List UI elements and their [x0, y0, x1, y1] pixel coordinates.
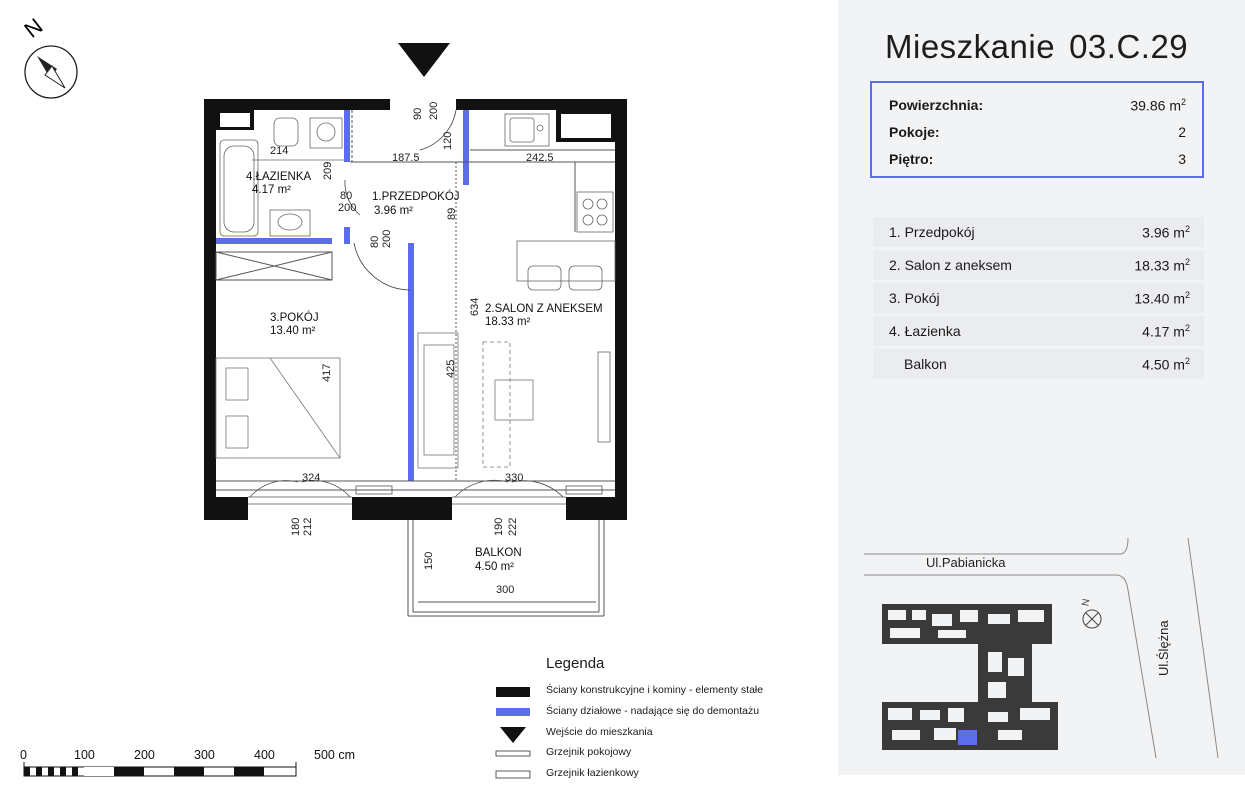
- dim-label: 324: [302, 472, 321, 484]
- room-area-wrap: [1134, 290, 1190, 307]
- legend-bathroom-radiator: Grzejnik łazienkowy: [546, 767, 639, 779]
- site-map: [838, 530, 1245, 775]
- dim-label: 150: [423, 551, 435, 570]
- unit-superscript: 2: [1184, 257, 1190, 267]
- room-area-wrap: [1142, 224, 1190, 241]
- scale-bar: [24, 762, 296, 776]
- room-name: Balkon: [904, 356, 947, 372]
- interior-lines: [216, 107, 615, 490]
- hall-area-label: 3.96 m²: [374, 205, 413, 217]
- area-value: 39.86 m: [1130, 97, 1181, 114]
- dim-label: 200: [338, 202, 357, 214]
- room-list-item: [873, 217, 1204, 247]
- rooms-value: 2: [1178, 124, 1186, 140]
- dim-label: 300: [496, 584, 515, 596]
- site-compass-icon: [1080, 598, 1101, 628]
- legend-room-radiator: Grzejnik pokojowy: [546, 746, 632, 758]
- rooms-row: [889, 124, 1186, 144]
- legend-title: Legenda: [546, 655, 605, 672]
- dim-label: 425: [445, 359, 457, 378]
- dim-label: 222: [507, 517, 519, 536]
- apartment-label: Mieszkanie: [885, 28, 1056, 65]
- kitchen-fixtures: [505, 114, 615, 442]
- dim-label: 634: [469, 297, 481, 316]
- salon-name-label: 2.SALON Z ANEKSEM: [485, 303, 603, 315]
- floor-value: 3: [1178, 151, 1186, 167]
- dim-label: 200: [381, 229, 393, 248]
- street-slezna-label: Ul.Ślężna: [1156, 620, 1171, 676]
- unit-superscript: 2: [1180, 97, 1186, 107]
- floor-row: [889, 151, 1186, 171]
- room-area-wrap: [1134, 257, 1190, 274]
- dim-label: 120: [442, 131, 454, 150]
- room-area: 3.96 m: [1142, 224, 1185, 241]
- summary-box: [870, 81, 1204, 178]
- dim-label: 180: [290, 517, 302, 536]
- hall-name-label: 1.PRZEDPOKÓJ: [372, 191, 460, 203]
- floor-label: Piętro:: [889, 151, 934, 167]
- unit-superscript: 2: [1184, 356, 1190, 366]
- bath-area-label: 4.17 m²: [252, 184, 291, 196]
- unit-superscript: 2: [1184, 224, 1190, 234]
- street-pabianicka-label: Ul.Pabianicka: [926, 555, 1006, 570]
- area-value-wrap: [1130, 97, 1186, 114]
- room-area: 13.40 m: [1134, 290, 1185, 307]
- area-row: [889, 97, 1186, 117]
- dim-label: 90: [412, 107, 424, 120]
- legend-swatches: [496, 687, 530, 778]
- unit-superscript: 2: [1184, 323, 1190, 333]
- room-name: 4. Łazienka: [889, 323, 961, 339]
- dim-label: 89: [446, 207, 458, 220]
- room-name: 2. Salon z aneksem: [889, 257, 1012, 273]
- apartment-location-marker: [958, 730, 977, 745]
- apartment-title: [885, 28, 1188, 66]
- dim-label: 330: [505, 472, 524, 484]
- room-area: 4.17 m: [1142, 323, 1185, 340]
- legend-partition-walls: Ściany działowe - nadające się do demontażu: [546, 705, 760, 717]
- scale-tick-label: 100: [74, 748, 95, 762]
- scale-tick-label: 400: [254, 748, 275, 762]
- legend-entrance: Wejście do mieszkania: [546, 726, 653, 738]
- dim-label: 242.5: [526, 152, 554, 164]
- room-list-item: [873, 250, 1204, 280]
- furniture: [216, 333, 533, 468]
- room-name: 3. Pokój: [889, 290, 940, 306]
- room-name: 1. Przedpokój: [889, 224, 975, 240]
- bath-name-label: 4.ŁAZIENKA: [246, 171, 312, 183]
- room-area-wrap: [1142, 356, 1190, 373]
- rooms-label: Pokoje:: [889, 124, 940, 140]
- room-area: 18.33 m: [1134, 257, 1185, 274]
- apartment-code: 03.C.29: [1069, 28, 1189, 65]
- dim-label: 214: [270, 145, 289, 157]
- room-area-label: 13.40 m²: [270, 325, 316, 337]
- balcony-name-label: BALKON: [475, 547, 522, 559]
- dim-label: 80: [369, 235, 381, 248]
- room-name-label: 3.POKÓJ: [270, 312, 319, 324]
- dim-label: 200: [428, 101, 440, 120]
- scale-tick-label: 500 cm: [314, 748, 355, 762]
- scale-tick-label: 200: [134, 748, 155, 762]
- unit-superscript: 2: [1184, 290, 1190, 300]
- scale-tick-label: 300: [194, 748, 215, 762]
- dim-label: 190: [493, 517, 505, 536]
- compass-north-label: N: [19, 13, 48, 43]
- compass-icon: [19, 13, 77, 98]
- dim-label: 212: [302, 517, 314, 536]
- balcony-area-label: 4.50 m²: [475, 561, 514, 573]
- dim-label: 209: [322, 161, 334, 180]
- room-list-item: [873, 316, 1204, 346]
- area-label: Powierzchnia:: [889, 97, 984, 113]
- room-list: [873, 217, 1204, 382]
- room-area: 4.50 m: [1142, 356, 1185, 373]
- room-list-item: [873, 349, 1204, 379]
- dim-label: 80: [340, 190, 353, 202]
- room-list-item: [873, 283, 1204, 313]
- site-compass-letter: N: [1080, 597, 1093, 607]
- dim-label: 417: [321, 363, 333, 382]
- legend-structural-walls: Ściany konstrukcyjne i kominy - elementy stałe: [546, 684, 764, 696]
- entrance-arrow-icon: [398, 43, 450, 77]
- salon-area-label: 18.33 m²: [485, 316, 531, 328]
- scale-tick-label: 0: [20, 748, 27, 762]
- room-area-wrap: [1142, 323, 1190, 340]
- dim-label: 187.5: [392, 152, 420, 164]
